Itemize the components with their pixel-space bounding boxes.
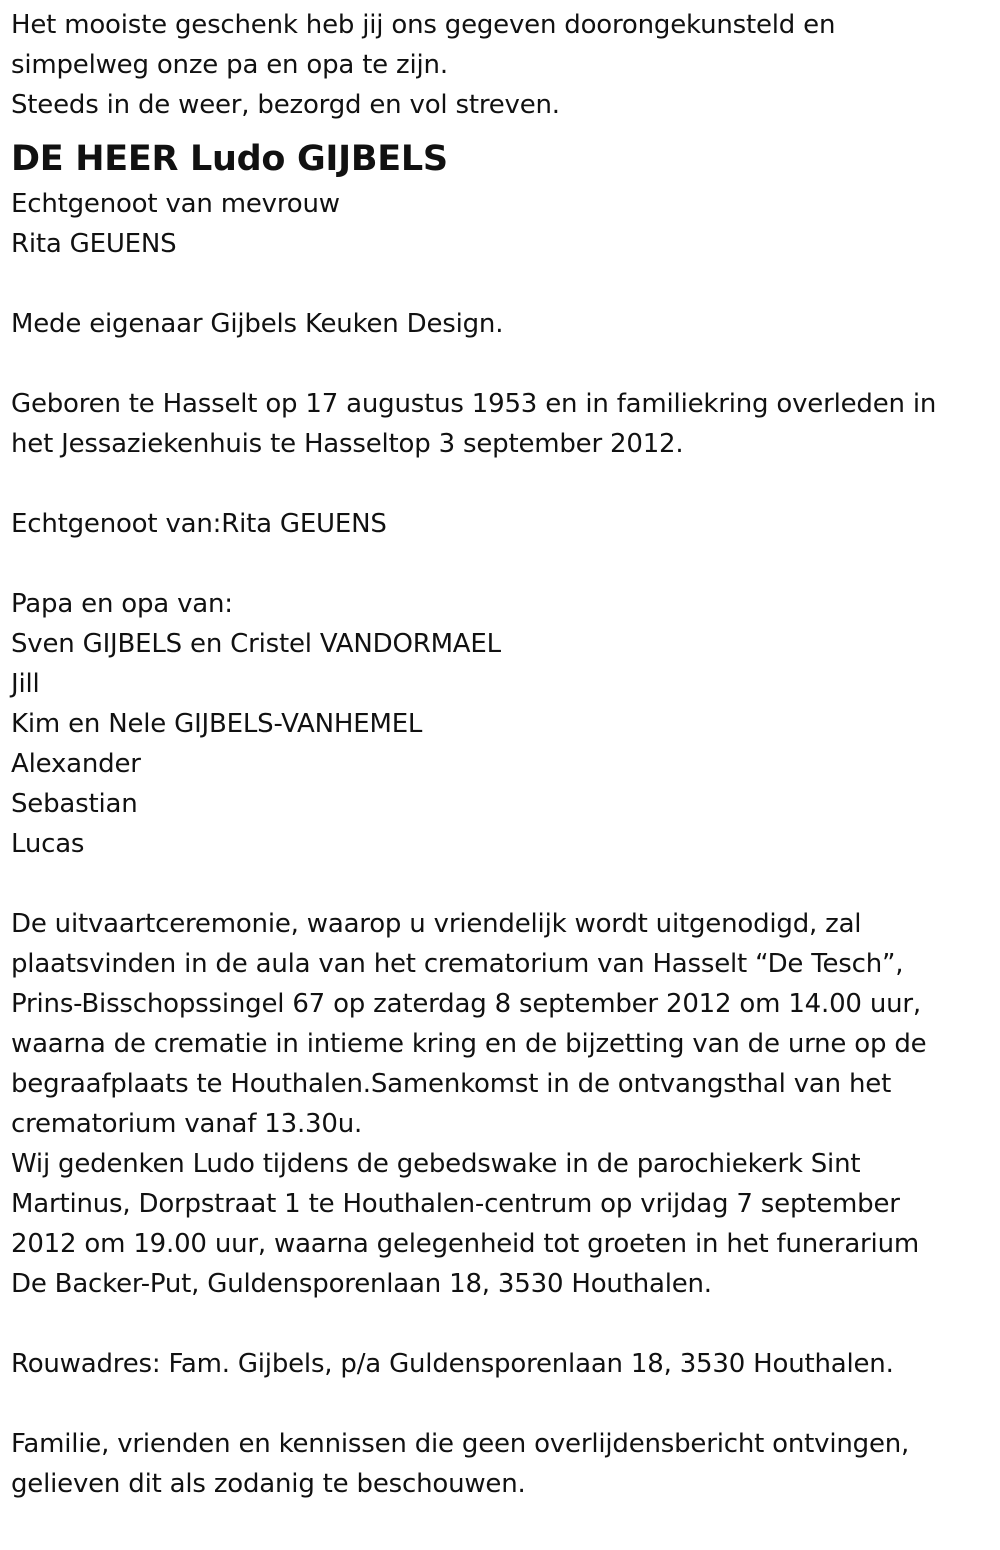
ceremony-line: plaatsvinden in de aula van het crematorium van Hasselt “De Tesch”, bbox=[11, 949, 904, 979]
spacer bbox=[11, 544, 996, 584]
ceremony-line: waarna de crematie in intieme kring en de bijzetting van de urne op de bbox=[11, 1029, 927, 1059]
spacer bbox=[11, 1304, 996, 1344]
spacer bbox=[11, 1384, 996, 1424]
family-member: Sebastian bbox=[11, 789, 138, 819]
family-member: Jill bbox=[11, 669, 40, 699]
family-heading: Papa en opa van: bbox=[11, 589, 233, 619]
spouse-intro-line: Rita GEUENS bbox=[11, 229, 177, 259]
spouse-intro-line: Echtgenoot van mevrouw bbox=[11, 189, 340, 219]
intro-line: Het mooiste geschenk heb jij ons gegeven doorongekunsteld en bbox=[11, 10, 836, 40]
ceremony-line: crematorium vanaf 13.30u. bbox=[11, 1109, 363, 1139]
spacer bbox=[11, 264, 996, 304]
family-member: Sven GIJBELS en Cristel VANDORMAEL bbox=[11, 629, 501, 659]
ceremony-line: Martinus, Dorpstraat 1 te Houthalen-centrum op vrijdag 7 september bbox=[11, 1189, 900, 1219]
ceremony-line: De uitvaartceremonie, waarop u vriendelijk wordt uitgenodigd, zal bbox=[11, 909, 862, 939]
intro-line: Steeds in de weer, bezorgd en vol streven. bbox=[11, 90, 560, 120]
ceremony-line: 2012 om 19.00 uur, waarna gelegenheid tot groeten in het funerarium bbox=[11, 1229, 919, 1259]
ceremony-line: De Backer-Put, Guldensporenlaan 18, 3530 Houthalen. bbox=[11, 1269, 712, 1299]
family-member: Lucas bbox=[11, 829, 85, 859]
ceremony-line: Wij gedenken Ludo tijdens de gebedswake in de parochiekerk Sint bbox=[11, 1149, 861, 1179]
intro-poem bbox=[11, 5, 996, 125]
spacer bbox=[11, 464, 996, 504]
closing-line: Familie, vrienden en kennissen die geen overlijdensbericht ontvingen, bbox=[11, 1429, 910, 1459]
birth-death-info bbox=[11, 384, 996, 464]
deceased-name-title: DE HEER Ludo GIJBELS bbox=[11, 139, 448, 179]
spouse-intro bbox=[11, 184, 996, 264]
mourning-address: Rouwadres: Fam. Gijbels, p/a Guldensporenlaan 18, 3530 Houthalen. bbox=[11, 1349, 894, 1379]
spacer bbox=[11, 344, 996, 384]
family-member: Alexander bbox=[11, 749, 141, 779]
ceremony-line: Prins-Bisschopssingel 67 op zaterdag 8 september 2012 om 14.00 uur, bbox=[11, 989, 921, 1019]
birth-death-line: Geboren te Hasselt op 17 augustus 1953 en in familiekring overleden in bbox=[11, 389, 937, 419]
closing-line: gelieven dit als zodanig te beschouwen. bbox=[11, 1469, 526, 1499]
ceremony-info bbox=[11, 904, 996, 1304]
spacer bbox=[11, 864, 996, 904]
ceremony-line: begraafplaats te Houthalen.Samenkomst in de ontvangsthal van het bbox=[11, 1069, 892, 1099]
obituary-document bbox=[11, 5, 996, 1504]
intro-line: simpelweg onze pa en opa te zijn. bbox=[11, 50, 448, 80]
occupation: Mede eigenaar Gijbels Keuken Design. bbox=[11, 309, 504, 339]
family-list bbox=[11, 584, 996, 864]
family-member: Kim en Nele GIJBELS-VANHEMEL bbox=[11, 709, 423, 739]
spouse-line: Echtgenoot van:Rita GEUENS bbox=[11, 509, 387, 539]
birth-death-line: het Jessaziekenhuis te Hasseltop 3 september 2012. bbox=[11, 429, 684, 459]
closing-note bbox=[11, 1424, 996, 1504]
